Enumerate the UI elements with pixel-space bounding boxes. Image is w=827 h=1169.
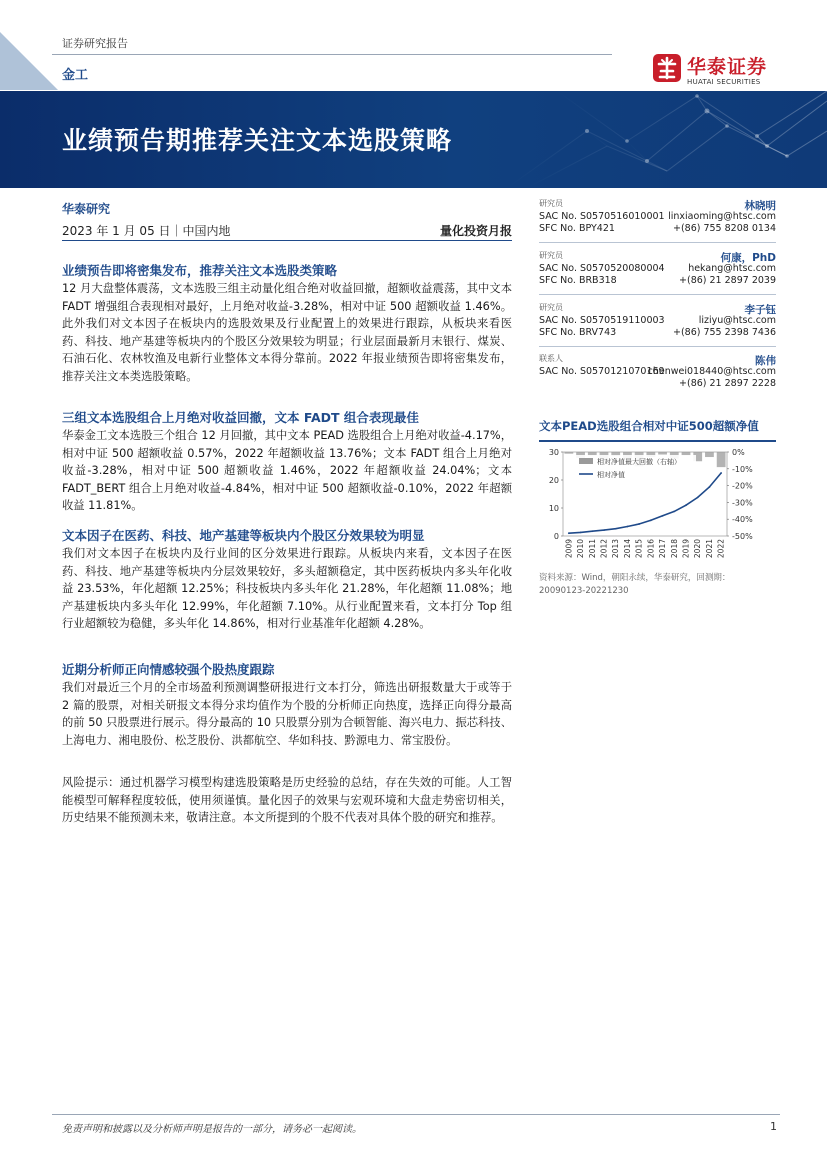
legend-label-nav: 相对净值 <box>597 471 625 479</box>
x-axis-label: 2012 <box>599 539 609 559</box>
section-heading: 文本因子在医药、科技、地产基建等板块内个股区分效果较为明显 <box>62 528 425 543</box>
analyst-phone: +(86) 755 2398 7436 <box>672 327 776 338</box>
analyst-divider <box>539 242 776 243</box>
drawdown-bar <box>564 452 573 454</box>
analyst-sfc: SFC No. BRV743 <box>539 327 617 338</box>
relative-nav-point <box>638 523 640 525</box>
analyst-sfc: SFC No. BPY421 <box>539 223 615 234</box>
analyst-card <box>539 302 776 340</box>
chart-legend <box>576 455 696 481</box>
section-body: 华泰金工文本选股三个组合 12 月回撤，其中文本 PEAD 选股组合上月绝对收益-4.17%，相对中证 500 超额收益 0.57%，2022 年超额收益 13.76%；文本 FADT 组合上月绝对收益-3.28%，相对中证 500 超额收益 1.46%，2022 年超额收益 24.04%；文本 FADT_BERT 组合上月绝对收益-4.84%，相对中证 500 超额收益-0.10%，2022 年超额收益 11.81%。 <box>62 429 512 512</box>
section-portfolios <box>62 408 512 515</box>
risk-warning-text: 风险提示：通过机器学习模型构建选股策略是历史经验的总结，存在失效的可能。人工智能模型可解释程度较低，使用须谨慎。量化因子的效果与宏观环境和大盘走势密切相关，历史结果不能预测未来，敬请注意。本文所提到的个股不代表对具体个股的研究和推荐。 <box>62 776 512 824</box>
huatai-logo <box>651 52 786 92</box>
analyst-email[interactable]: chenwei018440@htsc.com <box>647 365 776 377</box>
chart-title-divider <box>539 440 776 442</box>
date-region: 2023 年 1 月 05 日｜中国内地 <box>62 224 231 238</box>
relative-nav-point <box>650 519 652 521</box>
analyst-role: 研究员 <box>539 199 563 208</box>
logo-english-text: HUATAI SECURITIES <box>687 78 761 86</box>
analyst-name: 陈伟 <box>755 355 776 367</box>
right-axis-label: -20% <box>732 481 753 491</box>
chart-title: 文本PEAD选股组合相对中证500超额净值 <box>539 419 759 433</box>
analyst-name: 林晓明 <box>744 200 776 212</box>
analyst-sac: SAC No. S0570519110003 <box>539 314 665 326</box>
analyst-email[interactable]: liziyu@htsc.com <box>698 314 776 326</box>
analyst-email[interactable]: linxiaoming@htsc.com <box>668 210 776 222</box>
relative-nav-point <box>568 532 570 534</box>
meta-divider <box>62 240 512 241</box>
section-heading: 近期分析师正向情感较强个股热度跟踪 <box>62 662 275 677</box>
banner-decoration <box>467 91 827 188</box>
drawdown-bar <box>682 452 691 455</box>
x-axis-label: 2013 <box>611 539 621 559</box>
x-axis-label: 2014 <box>622 539 632 559</box>
relative-nav-point <box>685 504 687 506</box>
category-label: 金工 <box>62 68 89 83</box>
analyst-card <box>539 198 776 236</box>
analyst-role: 联系人 <box>539 354 563 363</box>
relative-nav-point <box>662 515 664 517</box>
section-heading: 业绩预告即将密集发布，推荐关注文本选股类策略 <box>62 263 338 278</box>
analyst-divider <box>539 346 776 347</box>
page-number: 1 <box>770 1120 777 1133</box>
section-summary <box>62 261 512 385</box>
report-type-label: 证券研究报告 <box>62 37 128 50</box>
drawdown-bar <box>588 452 597 455</box>
left-axis-label: 10 <box>548 504 559 513</box>
left-axis-label: 20 <box>548 476 559 485</box>
analyst-card <box>539 250 776 288</box>
x-axis-label: 2009 <box>564 539 574 559</box>
section-body: 12 月大盘整体震荡，文本选股三组主动量化组合绝对收益回撤，超额收益震荡，其中文本 FADT 增强组合表现相对最好，上月绝对收益-3.28%，相对中证 500 超额收益 1.46%。此外我们对文本因子在板块内的选股效果及行业配置上的效果进行跟踪，从板块来看医药、科技、地产基建等板块内的个股区分效果较为明显；行业层面最新月末银行、煤炭、石油石化、农林牧渔及电新行业整体文本得分靠前。2022 年报业绩预告即将密集发布，推荐关注文本类选股策略。 <box>62 282 512 383</box>
section-analyst-sentiment <box>62 660 512 749</box>
relative-nav-point <box>697 496 699 498</box>
date-region-row <box>62 222 512 242</box>
x-axis-label: 2015 <box>634 539 644 559</box>
relative-nav-point <box>580 531 582 533</box>
right-axis-label: -10% <box>732 464 753 474</box>
analyst-phone: +(86) 21 2897 2228 <box>679 378 776 389</box>
analyst-phone: +(86) 21 2897 2039 <box>679 275 776 286</box>
chart-source-note: 资料来源：Wind，朝阳永续，华泰研究，回测期：20090123-20221230 <box>539 573 731 596</box>
right-axis-label: -50% <box>732 532 753 541</box>
section-risk-warning <box>62 774 512 827</box>
relative-nav-point <box>709 486 711 488</box>
relative-nav-point <box>615 528 617 530</box>
x-axis-label: 2019 <box>681 539 691 559</box>
analyst-phone: +(86) 755 8208 0134 <box>672 223 776 234</box>
right-axis-label: -30% <box>732 498 753 508</box>
legend-label-drawdown: 相对净值最大回撤（右轴） <box>597 458 681 466</box>
page-title: 业绩预告期推荐关注文本选股策略 <box>62 126 453 155</box>
analyst-divider <box>539 294 776 295</box>
x-axis-label: 2010 <box>576 539 586 559</box>
x-axis-label: 2017 <box>658 539 668 559</box>
section-body: 我们对文本因子在板块内及行业间的区分效果进行跟踪。从板块内来看，文本因子在医药、科技、地产基建等板块内分层效果较好，多头超额稳定，其中医药板块内多头年化收益 23.53%，年化超额 12.25%；科技板块内多头年化 21.28%，年化超额 11.08%；地产基建板块内多头年化 12.99%，年化超额 7.10%。从行业配置来看，文本打分 Top 组行业超额较为稳健，多头年化 14.86%，相对行业基准年化超额 4.28%。 <box>62 547 512 630</box>
excess-nav-chart <box>539 444 779 570</box>
title-banner <box>0 91 827 188</box>
left-axis-label: 30 <box>548 448 559 457</box>
section-body: 我们对最近三个月的全市场盈利预测调整研报进行文本打分，筛选出研报数量大于或等于 2 篇的股票，对相关研报文本得分求均值作为个股的分析师正向热度，选择正向得分最高的前 50 只股票进行展示。得分最高的 10 只股票分别为合顿智能、海兴电力、振芯科技、上海电力、湘电股份、松芝股份、洪都航空、华如科技、黔源电力、常宝股份。 <box>62 681 512 747</box>
research-source: 华泰研究 <box>62 202 111 216</box>
analyst-email[interactable]: hekang@htsc.com <box>688 262 776 274</box>
footer-divider <box>52 1114 780 1115</box>
huatai-logo-icon <box>651 52 683 84</box>
x-axis-label: 2016 <box>646 539 656 559</box>
right-axis-label: 0% <box>732 448 745 457</box>
analyst-sac: SAC No. S0570520080004 <box>539 262 665 274</box>
x-axis-label: 2022 <box>716 539 726 559</box>
header-divider <box>52 54 612 55</box>
x-axis-label: 2018 <box>669 539 679 559</box>
left-axis-label: 0 <box>553 532 559 541</box>
corner-decoration <box>0 32 58 90</box>
relative-nav-point <box>591 530 593 532</box>
analyst-sac: SAC No. S0570516010001 <box>539 210 665 222</box>
drawdown-bar <box>658 452 667 455</box>
analyst-name: 何康，PhD <box>720 252 776 264</box>
right-axis-label: -40% <box>732 515 753 525</box>
relative-nav-point <box>603 529 605 531</box>
analyst-name: 李子钰 <box>744 304 776 316</box>
x-axis-label: 2020 <box>693 539 703 559</box>
x-axis-label: 2021 <box>704 539 714 559</box>
section-sector-effect <box>62 526 512 633</box>
analyst-role: 研究员 <box>539 251 563 260</box>
relative-nav-point <box>627 526 629 528</box>
x-axis-label: 2011 <box>587 539 597 559</box>
report-kind: 量化投资月报 <box>439 224 512 238</box>
section-heading: 三组文本选股组合上月绝对收益回撤，文本 FADT 组合表现最佳 <box>62 410 419 425</box>
footer-disclaimer: 免责声明和披露以及分析师声明是报告的一部分，请务必一起阅读。 <box>62 1124 362 1135</box>
analyst-role: 研究员 <box>539 303 563 312</box>
analyst-card <box>539 353 776 391</box>
relative-nav-line <box>569 473 721 533</box>
relative-nav-point <box>720 472 722 474</box>
drawdown-bar <box>705 452 714 457</box>
legend-swatch-drawdown <box>579 458 593 464</box>
relative-nav-point <box>673 510 675 512</box>
logo-chinese-text: 华泰证券 <box>687 56 768 78</box>
drawdown-bar <box>717 452 726 467</box>
analyst-sfc: SFC No. BRB318 <box>539 275 617 286</box>
analyst-sac: SAC No. S0570121070169 <box>539 365 665 377</box>
chart-series <box>568 472 722 534</box>
